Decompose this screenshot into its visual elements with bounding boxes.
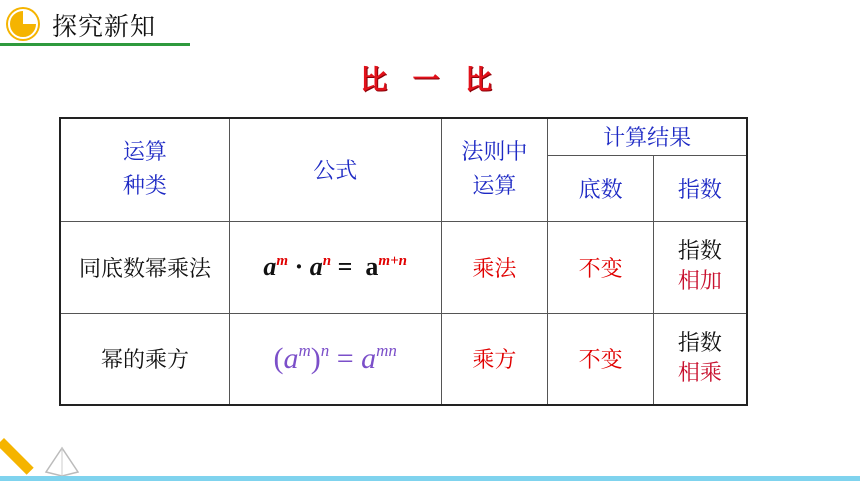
row-rule: 乘法: [441, 221, 548, 313]
formula-power-of-power: $(a^m)^n = a^{mn}$: [273, 341, 397, 376]
section-header-title: 探究新知: [52, 12, 157, 41]
ribbon-badge-icon: [0, 438, 34, 475]
header-calc-result: 计算结果: [548, 118, 747, 155]
row-exponent: 指数 相乘: [653, 313, 747, 405]
header-operation-type: 运算种类: [60, 118, 229, 221]
header: [0, 0, 195, 46]
header-rule-operation: 法则中运算: [441, 118, 548, 221]
header-formula: 公式: [229, 118, 441, 221]
row-formula: [229, 221, 441, 313]
table-row: [60, 221, 747, 313]
row-type: 同底数幂乘法: [60, 221, 229, 313]
row-base: 不变: [548, 221, 654, 313]
row-type: 幂的乘方: [60, 313, 229, 405]
formula-product-of-powers: $a^m \cdot a^n = a^{m+n}$: [263, 252, 407, 281]
row-formula: [229, 313, 441, 405]
pie-chart-icon: [6, 7, 40, 41]
row-base: 不变: [548, 313, 654, 405]
header-underline: [0, 43, 190, 46]
row-exponent: 指数 相加: [653, 221, 747, 313]
header-base: 底数: [548, 155, 654, 221]
prism-icon: [42, 446, 82, 478]
page-title: 比 一 比: [360, 65, 500, 96]
row-rule: 乘方: [441, 313, 548, 405]
comparison-table: [59, 117, 748, 406]
bottom-divider: [0, 476, 860, 481]
header-exponent: 指数: [653, 155, 747, 221]
table-row: [60, 313, 747, 405]
